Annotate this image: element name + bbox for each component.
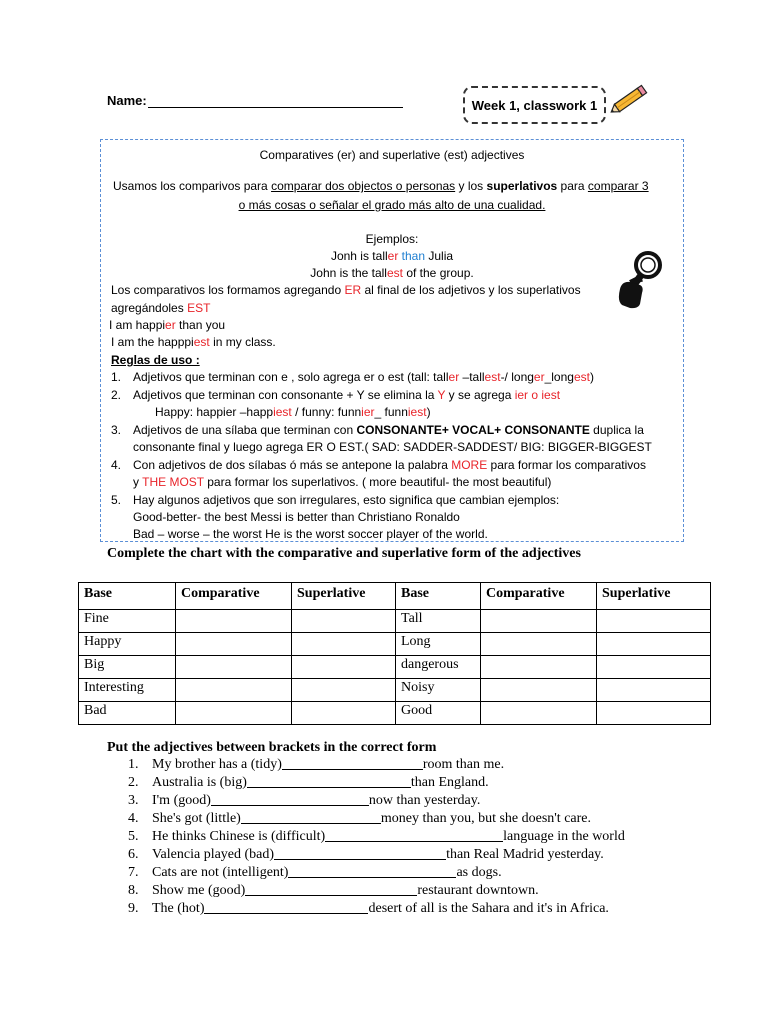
superlative-cell[interactable] bbox=[292, 633, 396, 656]
rules-title: Comparatives (er) and superlative (est) adjectives bbox=[259, 148, 525, 162]
list-item: 5. He thinks Chinese is (difficult) language in the world bbox=[128, 829, 625, 844]
comparative-cell[interactable] bbox=[176, 702, 292, 725]
exercise-instructions: Put the adjectives between brackets in the correct form bbox=[107, 740, 437, 755]
happy-example-1: I am happier than you bbox=[109, 318, 226, 332]
exercise-list bbox=[128, 756, 625, 918]
pencil-icon bbox=[606, 82, 652, 116]
base-cell: Interesting bbox=[79, 679, 176, 702]
superlative-cell[interactable] bbox=[597, 633, 711, 656]
happy-example-2: I am the happpiest in my class. bbox=[111, 335, 276, 349]
superlative-cell[interactable] bbox=[597, 702, 711, 725]
base-cell: Bad bbox=[79, 702, 176, 725]
answer-blank[interactable] bbox=[282, 756, 423, 770]
base-cell: dangerous bbox=[396, 656, 481, 679]
list-item: 7. Cats are not (intelligent) as dogs. bbox=[128, 865, 502, 880]
week-label: Week 1, classwork 1 bbox=[471, 97, 598, 113]
answer-blank[interactable] bbox=[247, 774, 411, 788]
comparative-cell[interactable] bbox=[481, 702, 597, 725]
formation-line-1: Los comparativos los formamos agregando ER al final de los adjetivos y los superlativos bbox=[111, 283, 581, 297]
rule-5-example-good: Good-better- the best Messi is better than Christiano Ronaldo bbox=[133, 510, 460, 524]
answer-blank[interactable] bbox=[211, 792, 369, 806]
superlative-cell[interactable] bbox=[597, 679, 711, 702]
comparative-cell[interactable] bbox=[481, 679, 597, 702]
table-row bbox=[79, 702, 711, 725]
answer-blank[interactable] bbox=[325, 828, 503, 842]
rule-4-text-2: y THE MOST para formar los superlativos. ( more beautiful- the most beautiful) bbox=[133, 475, 552, 489]
list-item: 3. I'm (good) now than yesterday. bbox=[128, 793, 481, 808]
rule-3-text-2: consonante final y luego agrega ER O EST.( SAD: SADDER-SADDEST/ BIG: BIGGER-BIGGEST bbox=[133, 440, 652, 454]
rule-2-example: Happy: happier –happiest / funny: funnier_ funniest) bbox=[155, 405, 431, 419]
comparative-cell[interactable] bbox=[481, 610, 597, 633]
answer-blank[interactable] bbox=[245, 882, 417, 896]
rule-3: 3. bbox=[111, 423, 122, 437]
rule-2-text: Adjetivos que terminan con consonante + Y se elimina la Y y se agrega ier o iest bbox=[133, 388, 561, 402]
chart-instructions: Complete the chart with the comparative and superlative form of the adjectives bbox=[107, 546, 581, 561]
answer-blank[interactable] bbox=[288, 864, 456, 878]
answer-blank[interactable] bbox=[204, 900, 368, 914]
base-cell: Fine bbox=[79, 610, 176, 633]
list-item: 1. My brother has a (tidy) room than me. bbox=[128, 757, 505, 772]
list-item: 9. The (hot) desert of all is the Sahara and it's in Africa. bbox=[128, 901, 609, 916]
name-label: Name: bbox=[107, 93, 147, 108]
superlative-cell[interactable] bbox=[292, 679, 396, 702]
adjectives-table bbox=[78, 582, 711, 725]
base-cell: Happy bbox=[79, 633, 176, 656]
rule-5: 5. bbox=[111, 493, 122, 507]
table-row bbox=[79, 610, 711, 633]
base-cell: Good bbox=[396, 702, 481, 725]
list-item: 6. Valencia played (bad) than Real Madrid yesterday. bbox=[128, 847, 604, 862]
intro-line-1: Usamos los comparivos para comparar dos objectos o personas y los superlativos para comparar 3 bbox=[113, 179, 649, 193]
rule-1-text: Adjetivos que terminan con e , solo agrega er o est (tall: taller –tallest-/ longer_longest) bbox=[133, 370, 594, 384]
header-base-2: Base bbox=[396, 583, 481, 610]
name-blank[interactable] bbox=[148, 95, 403, 108]
list-item: 8. Show me (good) restaurant downtown. bbox=[128, 883, 539, 898]
table-row bbox=[79, 633, 711, 656]
comparative-cell[interactable] bbox=[481, 656, 597, 679]
example-2: John is the tallest of the group. bbox=[310, 266, 474, 280]
rule-5-text: Hay algunos adjetivos que son irregulares, esto significa que cambian ejemplos: bbox=[133, 493, 560, 507]
table-row bbox=[79, 656, 711, 679]
base-cell: Big bbox=[79, 656, 176, 679]
comparative-cell[interactable] bbox=[481, 633, 597, 656]
superlative-cell[interactable] bbox=[597, 656, 711, 679]
rule-5-example-bad: Bad – worse – the worst He is the worst soccer player of the world. bbox=[133, 527, 488, 541]
table-row bbox=[79, 679, 711, 702]
rule-1: 1. bbox=[111, 370, 122, 384]
base-cell: Tall bbox=[396, 610, 481, 633]
answer-blank[interactable] bbox=[274, 846, 446, 860]
magnifying-glass-icon bbox=[614, 249, 666, 311]
name-field bbox=[107, 93, 403, 108]
superlative-cell[interactable] bbox=[292, 656, 396, 679]
comparative-cell[interactable] bbox=[176, 679, 292, 702]
base-cell: Noisy bbox=[396, 679, 481, 702]
list-item: 2. Australia is (big) than England. bbox=[128, 775, 489, 790]
header-comparative-2: Comparative bbox=[481, 583, 597, 610]
comparative-cell[interactable] bbox=[176, 610, 292, 633]
header-superlative-2: Superlative bbox=[597, 583, 711, 610]
formation-line-2: agregándoles EST bbox=[111, 301, 211, 315]
header-superlative: Superlative bbox=[292, 583, 396, 610]
base-cell: Long bbox=[396, 633, 481, 656]
superlative-cell[interactable] bbox=[292, 702, 396, 725]
superlative-cell[interactable] bbox=[292, 610, 396, 633]
comparative-cell[interactable] bbox=[176, 633, 292, 656]
answer-blank[interactable] bbox=[241, 810, 381, 824]
comparative-cell[interactable] bbox=[176, 656, 292, 679]
rule-3-text: Adjetivos de una sílaba que terminan con CONSONANTE+ VOCAL+ CONSONANTE duplica la bbox=[133, 423, 644, 437]
header-base: Base bbox=[79, 583, 176, 610]
week-label-box bbox=[463, 86, 606, 124]
intro-line-2: o más cosas o señalar el grado más alto de una cualidad. bbox=[238, 198, 546, 212]
header-comparative: Comparative bbox=[176, 583, 292, 610]
rule-4: 4. bbox=[111, 458, 122, 472]
table-header-row bbox=[79, 583, 711, 610]
superlative-cell[interactable] bbox=[597, 610, 711, 633]
rules-heading: Reglas de uso : bbox=[111, 353, 200, 367]
rule-2: 2. bbox=[111, 388, 122, 402]
rule-4-text: Con adjetivos de dos sílabas ó más se antepone la palabra MORE para formar los comparativos bbox=[133, 458, 646, 472]
example-1: Jonh is taller than Julia bbox=[330, 249, 454, 263]
rules-box bbox=[100, 139, 684, 542]
list-item: 4. She's got (little) money than you, but she doesn't care. bbox=[128, 811, 591, 826]
examples-label: Ejemplos: bbox=[365, 232, 419, 246]
